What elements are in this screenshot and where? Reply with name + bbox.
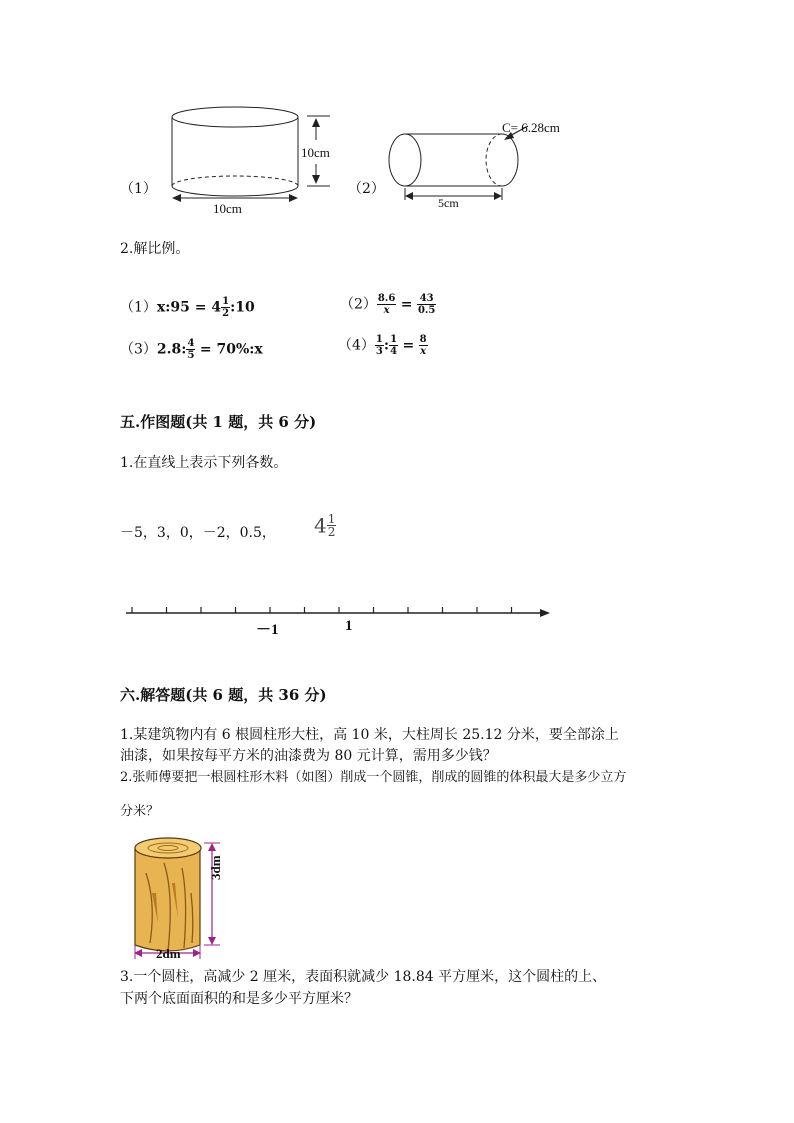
section-6-q3-line1: 3.一个圆柱，高减少 2 厘米，表面积就减少 18.84 平方厘米，这个圆柱的上、 — [120, 969, 607, 985]
proportion-3 — [120, 338, 263, 361]
proportion-1-left: x:95 = 4 — [156, 299, 222, 316]
proportion-2-fraction-2 — [417, 293, 436, 316]
wood-log-figure — [128, 833, 238, 965]
proportion-4-equals: = — [402, 337, 415, 354]
numbers-to-plot: －5，3，0，－2，0.5， — [120, 525, 276, 541]
proportion-1 — [120, 296, 255, 319]
fraction-denominator: 4 — [390, 346, 398, 357]
number-line-label-1: 1 — [345, 618, 353, 634]
fraction-denominator: x — [383, 305, 390, 316]
proportion-2-fraction-1 — [377, 293, 396, 316]
figure-1-label: （1） — [120, 181, 157, 197]
fraction-denominator: 2 — [327, 525, 336, 539]
fraction-denominator: x — [420, 346, 427, 357]
section-6-q2-line2: 分米？ — [120, 804, 160, 819]
cylinder-2-length-label: 5cm — [438, 196, 459, 210]
mixed-number-fraction — [327, 513, 337, 538]
fraction-numerator: 1 — [375, 334, 383, 345]
proportion-4-label: （4） — [338, 337, 375, 354]
proportion-4-fraction-2 — [389, 334, 398, 357]
section-5-question-1: 1.在直线上表示下列各数。 — [120, 455, 288, 471]
proportion-4 — [338, 334, 428, 357]
fraction-denominator: 3 — [375, 346, 383, 357]
proportion-3-fraction — [186, 338, 195, 361]
proportion-4-colon: : — [383, 337, 390, 354]
proportion-1-fraction — [221, 296, 230, 319]
q2-title: 2.解比例。 — [120, 241, 190, 257]
wood-diameter-label: 2dm — [156, 946, 181, 961]
cylinder-1-height-label: 10cm — [301, 145, 330, 160]
section-6-q1-line1: 1.某建筑物内有 6 根圆柱形大柱，高 10 米，大柱周长 25.12 分米，要全部涂上 — [120, 727, 619, 743]
fraction-numerator: 43 — [417, 293, 436, 305]
section-6-q3-line2: 下两个底面面积的和是多少平方厘米？ — [120, 991, 358, 1007]
proportion-3-left: 2.8: — [156, 341, 187, 358]
fraction-numerator: 1 — [390, 334, 398, 345]
proportion-2-equals: = — [400, 296, 413, 313]
cylinder-figure-1 — [160, 100, 360, 220]
proportion-4-fraction-1 — [375, 334, 384, 357]
proportion-2 — [340, 293, 436, 316]
number-line-label-neg1: －1 — [256, 622, 279, 638]
mixed-number — [314, 513, 336, 538]
fraction-numerator: 4 — [187, 338, 195, 349]
figure-2-label: （2） — [348, 181, 385, 197]
section-6-q1-line2: 油漆，如果按每平方米的油漆费为 80 元计算，需用多少钱？ — [120, 748, 497, 764]
proportion-1-right: :10 — [230, 299, 255, 316]
section-6-q2-line1: 2.张师傅要把一根圆柱形木料（如图）削成一个圆锥，削成的圆锥的体积最大是多少立方 — [120, 770, 627, 785]
section-6-heading: 六.解答题(共 6 题，共 36 分) — [120, 686, 327, 704]
proportion-4-fraction-3 — [419, 334, 428, 357]
fraction-denominator: 2 — [222, 308, 230, 319]
number-line — [120, 600, 560, 630]
fraction-numerator: 1 — [222, 296, 230, 307]
mixed-number-whole: 4 — [314, 513, 327, 538]
section-5-heading: 五.作图题(共 1 题，共 6 分) — [120, 413, 317, 431]
fraction-denominator: 5 — [187, 350, 195, 361]
cylinder-1-diameter-label: 10cm — [213, 201, 242, 216]
fraction-denominator: 0.5 — [417, 305, 436, 316]
proportion-3-label: （3） — [120, 341, 157, 358]
fraction-numerator: 8 — [419, 334, 427, 345]
proportion-1-label: （1） — [120, 299, 157, 316]
fraction-numerator: 8.6 — [377, 293, 396, 304]
proportion-3-right: = 70%:x — [199, 341, 263, 358]
wood-height-label: 3dm — [208, 855, 223, 880]
proportion-2-label: （2） — [340, 296, 377, 313]
fraction-numerator: 1 — [327, 512, 336, 526]
cylinder-2-circumference-label: C= 6.28cm — [502, 120, 560, 135]
